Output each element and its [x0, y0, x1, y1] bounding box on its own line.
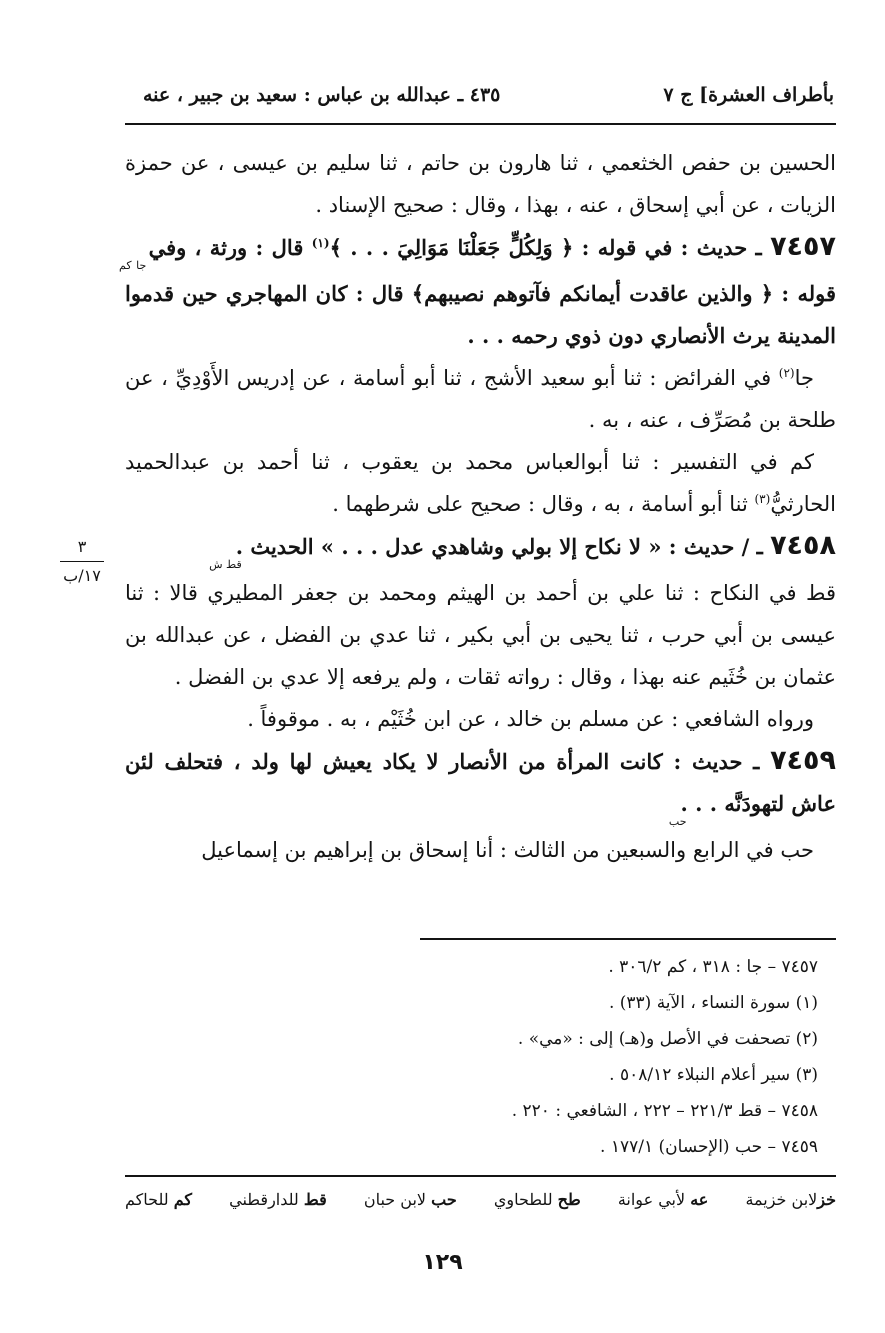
footnote-ref: (٣) [754, 492, 771, 506]
manuscript-folio-note [56, 536, 108, 587]
paragraph-text: ورواه الشافعي : عن مسلم بن خالد ، عن ابن خُثَيْم ، به . موقوفاً . [247, 707, 814, 731]
folio-line-number: ٣ [77, 537, 87, 556]
source-sigla: قط ش [209, 558, 242, 571]
abbreviation-code: قط [303, 1190, 327, 1209]
footnote-ref: (١) [311, 236, 330, 250]
folio-divider [60, 561, 104, 562]
hadith-text: ـ حديث : في قوله : ﴿ وَلِكُلٍّ جَعَلْنَا مَوَالِيَ . . . ﴾ [329, 235, 771, 260]
abbreviation-item [494, 1190, 581, 1209]
abbreviation-code: كم [173, 1190, 193, 1209]
footnote-line: ٧٤٥٨ – قط ٢٢١/٣ – ٢٢٢ ، الشافعي : ٢٢٠ . [511, 1101, 818, 1121]
abbreviation-meaning: لأبي عوانة [617, 1190, 686, 1209]
hadith-number: ٧٤٥٧ [770, 231, 836, 262]
abbreviation-meaning: لابن حبان [363, 1190, 427, 1209]
abbreviations-rule [125, 1175, 836, 1177]
paragraph-hakim-chain [125, 142, 836, 226]
hadith-number: ٧٤٥٩ [770, 745, 836, 776]
hadith-number: ٧٤٥٨ [770, 530, 836, 561]
footnote-line: (٢) تصحفت في الأصل و(هـ) إلى : «مي» . [517, 1029, 818, 1049]
paragraph-text: قط في النكاح : ثنا علي بن أحمد بن الهيثم ومحمد بن جعفر المطيري قالا : ثنا عيسى بن أبي حرب ، ثنا يحيى بن أبي بكير ، ثنا عدي بن الفضل ، عن عبدالله بن عثمان بن خُثَيم عنه بهذا ، وقال : رواته ثقات ، ولم يرفعه إلا عدي بن الفضل . [125, 581, 836, 689]
paragraph-shafii [125, 698, 836, 740]
paragraph-text: ثنا أبو أسامة ، به ، وقال : صحيح على شرطهما . [332, 492, 755, 516]
footnote-rule [420, 938, 836, 940]
footnote-line: (١) سورة النساء ، الآية (٣٣) . [608, 993, 818, 1013]
hadith-text: قوله : ﴿ والذين عاقدت أيمانكم فآتوهم نصيبهم﴾ قال : كان المهاجري حين قدموا المدينة يرث الأنصاري دون ذوي رحمه . . . [125, 281, 836, 348]
abbreviation-code: خز [817, 1190, 836, 1209]
paragraph-hb [125, 829, 836, 871]
source-sigla: حب [668, 815, 687, 828]
folio-reference: ١٧/ب [63, 566, 101, 585]
abbreviation-item [745, 1190, 836, 1209]
running-header [125, 80, 836, 120]
abbreviation-code: طح [557, 1190, 581, 1209]
abbreviations-key [125, 1190, 836, 1209]
paragraph-text: الحسين بن حفص الخثعمي ، ثنا هارون بن حاتم ، ثنا سليم بن عيسى ، عن حمزة الزيات ، عن أبي إسحاق ، عنه ، بهذا ، وقال : صحيح الإسناد . [125, 151, 836, 217]
paragraph-qt [125, 572, 836, 698]
abbreviation-item [229, 1190, 327, 1209]
hadith-text: ـ حديث : كانت المرأة من الأنصار لا يكاد يعيش لها ولد ، فتحلف لئن عاش لتهودَنَّه . . . [125, 749, 836, 816]
abbreviation-meaning: لابن خزيمة [745, 1190, 818, 1209]
footnote-line: ٧٤٥٩ – حب (الإحسان) ١٧٧/١ . [600, 1137, 818, 1157]
abbreviation-code: حب [431, 1190, 457, 1209]
hadith-7458 [125, 525, 836, 572]
header-book-title: بأطراف العشرة] ج ٧ [663, 84, 834, 106]
abbreviation-item [125, 1190, 192, 1209]
footnotes [125, 949, 836, 1165]
header-section-title: ٤٣٥ ـ عبدالله بن عباس : سعيد بن جبير ، عنه [143, 84, 501, 106]
abbreviation-item [364, 1190, 457, 1209]
footnote-ref: (٢) [778, 366, 795, 380]
main-text [119, 142, 836, 871]
page-number: ١٢٩ [422, 1250, 463, 1275]
abbreviation-meaning: للدارقطني [229, 1190, 299, 1209]
paragraph-text: في الفرائض : ثنا أبو سعيد الأشج ، ثنا أبو أسامة ، عن إدريس الأَوْدِيِّ ، عن طلحة بن مُصَرِّف ، عنه ، به . [125, 366, 836, 432]
hadith-7459 [125, 740, 836, 829]
hadith-7457 [119, 226, 836, 357]
hadith-text: قال : ورثة ، وفي [140, 235, 312, 260]
abbreviation-meaning: للحاكم [125, 1190, 169, 1209]
paragraph-text: حب في الرابع والسبعين من الثالث : أنا إسحاق بن إبراهيم بن إسماعيل [201, 838, 814, 862]
source-sigla: جا كم [119, 259, 147, 272]
abbreviation-item [618, 1190, 709, 1209]
footnote-line: ٧٤٥٧ – جا : ٣١٨ ، كم ٣٠٦/٢ . [608, 957, 818, 977]
footnote-line: (٣) سير أعلام النبلاء ٥٠٨/١٢ . [609, 1065, 818, 1085]
paragraph-ja [125, 357, 836, 441]
abbreviation-meaning: للطحاوي [493, 1190, 553, 1209]
paragraph-text: كم في التفسير : ثنا أبوالعباس محمد بن يعقوب ، ثنا أحمد بن عبدالحميد الحارثيُّ [125, 450, 836, 516]
paragraph-kam [125, 441, 836, 525]
hadith-text: ـ / حديث : « لا نكاح إلا بولي وشاهدي عدل . . . » الحديث . [235, 534, 771, 559]
source-abbrev: جا [794, 366, 814, 390]
header-rule [125, 123, 836, 125]
abbreviation-code: عه [690, 1190, 709, 1209]
